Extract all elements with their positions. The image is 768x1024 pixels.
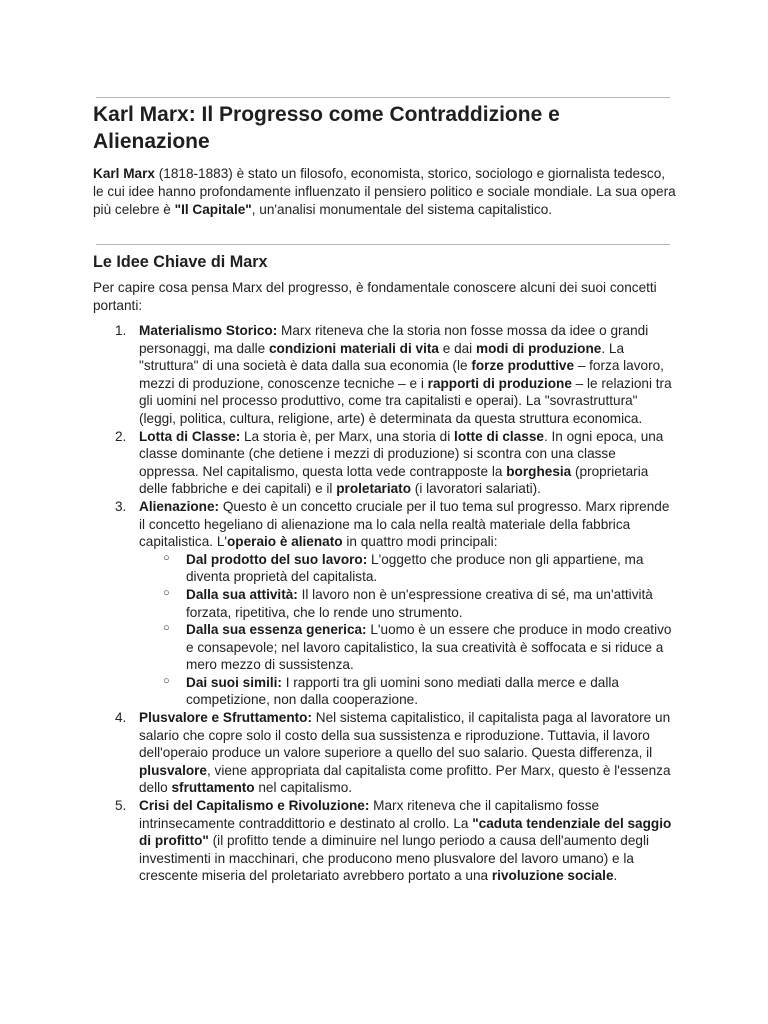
item-bold: sfruttamento [171, 780, 255, 796]
item-text: (i lavoratori salariati). [411, 481, 541, 497]
item-heading: Plusvalore e Sfruttamento: [139, 710, 312, 726]
item-text: in quattro modi principali: [342, 534, 498, 550]
item-bold: rapporti di produzione [427, 375, 572, 391]
alienation-sublist [139, 551, 678, 709]
sub-heading: Dalla sua essenza generica: [186, 622, 367, 638]
item-heading: Lotta di Classe: [139, 428, 241, 444]
item-bold: "caduta tendenziale del saggio di profitto" [139, 815, 672, 849]
sub-text: L'oggetto che produce non gli appartiene, ma diventa proprietà del capitalista. [186, 551, 644, 585]
item-text: Nel sistema capitalistico, il capitalista paga al lavoratore un salario che copre solo il costo della sua sussistenza e riproduzione. Tuttavia, il lavoro dell'operaio produce un valore superiore a quello del suo salario. Questa differenza, il [139, 710, 671, 761]
sublist-item [139, 621, 678, 674]
item-bold: forze produttive [471, 358, 575, 374]
item-text: , viene appropriata dal capitalista come profitto. Per Marx, questo è l'essenza dello [139, 762, 671, 796]
item-text: Marx riteneva che la storia non fosse mossa da idee o grandi personaggi, ma dalle [139, 323, 649, 356]
list-number: 5. [115, 798, 127, 814]
section-heading: Le Idee Chiave di Marx [93, 253, 268, 271]
lead-paragraph: Per capire cosa pensa Marx del progresso, è fondamentale conoscere alcuni dei suoi concetti portanti: [93, 280, 657, 313]
sublist-item [139, 586, 678, 621]
sub-heading: Dal prodotto del suo lavoro: [186, 551, 368, 567]
item-text: . In ogni epoca, una classe dominante (che detiene i mezzi di produzione) si scontra con una classe oppressa. Nel capitalismo, questa lotta vede contrapposte la [139, 428, 664, 479]
intro-paragraph [93, 165, 678, 220]
item-text: . [613, 868, 618, 884]
sublist-item [139, 551, 678, 586]
page-title: Karl Marx: Il Progresso come Contraddizione e Alienazione [93, 103, 560, 153]
list-item-lotta-di-classe [93, 428, 678, 498]
list-number: 2. [115, 428, 127, 444]
list-item-alienazione [93, 498, 678, 709]
item-text: (proprietaria delle fabbriche e dei capitali) e il [139, 463, 649, 497]
item-text: Questo è un concetto cruciale per il tuo tema sul progresso. Marx riprende il concetto hegeliano di alienazione ma lo cala nella realtà materiale della fabbrica capitalistica. L' [139, 498, 670, 550]
intro-text-2: , un'analisi monumentale del sistema capitalistico. [251, 202, 553, 218]
item-bold: rivoluzione sociale [491, 868, 614, 884]
circle-bullet-icon: ○ [163, 551, 170, 564]
section-divider [96, 244, 670, 245]
sub-heading: Dai suoi simili: [186, 674, 282, 690]
item-bold: condizioni materiali di vita [268, 340, 439, 356]
sub-text: I rapporti tra gli uomini sono mediati dalla merce e dalla competizione, non dalla cooperazione. [186, 674, 619, 708]
item-text: e dai [438, 340, 476, 356]
list-item-materialismo [93, 322, 678, 428]
key-ideas-list [93, 322, 678, 885]
circle-bullet-icon: ○ [163, 586, 170, 599]
list-number: 1. [115, 323, 127, 338]
item-text: Marx riteneva che il capitalismo fosse intrinsecamente contraddittorio e destinato al crollo. La [139, 798, 600, 831]
item-bold: proletariato [336, 481, 412, 497]
item-text: – forza lavoro, mezzi di produzione, conoscenze tecniche – e i [139, 358, 664, 391]
circle-bullet-icon: ○ [163, 622, 170, 635]
circle-bullet-icon: ○ [163, 674, 170, 687]
item-heading: Alienazione: [139, 498, 220, 514]
list-number: 3. [115, 498, 127, 514]
intro-name: Karl Marx [93, 166, 155, 181]
item-text: La storia è, per Marx, una storia di [240, 428, 455, 444]
intro-text-1: (1818-1883) è stato un filosofo, economista, storico, sociologo e giornalista tedesco, le cui idee hanno profondamente influenzato il pensiero politico e sociale mondiale. La sua opera più celebre è [93, 166, 676, 218]
item-heading: Materialismo Storico: [139, 323, 278, 338]
sub-heading: Dalla sua attività: [186, 586, 298, 602]
item-bold: lotte di classe [454, 428, 544, 444]
top-divider [96, 97, 670, 98]
intro-work-title: "Il Capitale" [174, 202, 252, 218]
list-item-crisi [93, 797, 678, 885]
sublist-item [139, 674, 678, 709]
list-item-plusvalore [93, 709, 678, 797]
item-text: . La "struttura" di una società è data dalla sua economia (le [139, 340, 625, 374]
item-bold: operaio è alienato [226, 534, 343, 550]
item-heading: Crisi del Capitalismo e Rivoluzione: [139, 798, 370, 814]
item-bold: plusvalore [139, 762, 207, 778]
item-text: (il profitto tende a diminuire nel lungo periodo a causa dell'aumento degli investimenti in macchinari, che producono meno plusvalore del lavoro umano) e la crescente miseria del proletariato avrebbero portato a una [139, 833, 650, 884]
item-bold: modi di produzione [475, 340, 602, 356]
list-number: 4. [115, 710, 127, 726]
sub-text: L'uomo è un essere che produce in modo creativo e consapevole; nel lavoro capitalistico, la sua creatività è soffocata e si riduce a mero mezzo di sussistenza. [186, 622, 672, 673]
sub-text: Il lavoro non è un'espressione creativa di sé, ma un'attività forzata, ripetitiva, che lo rende uno strumento. [186, 586, 653, 620]
item-text: nel capitalismo. [254, 780, 353, 796]
item-bold: borghesia [506, 463, 572, 479]
item-text: – le relazioni tra gli uomini nel processo produttivo, come tra capitalisti e operai). La "sovrastruttura" (leggi, politica, cultura, religione, arte) è determinata da questa struttura economica. [139, 375, 672, 426]
